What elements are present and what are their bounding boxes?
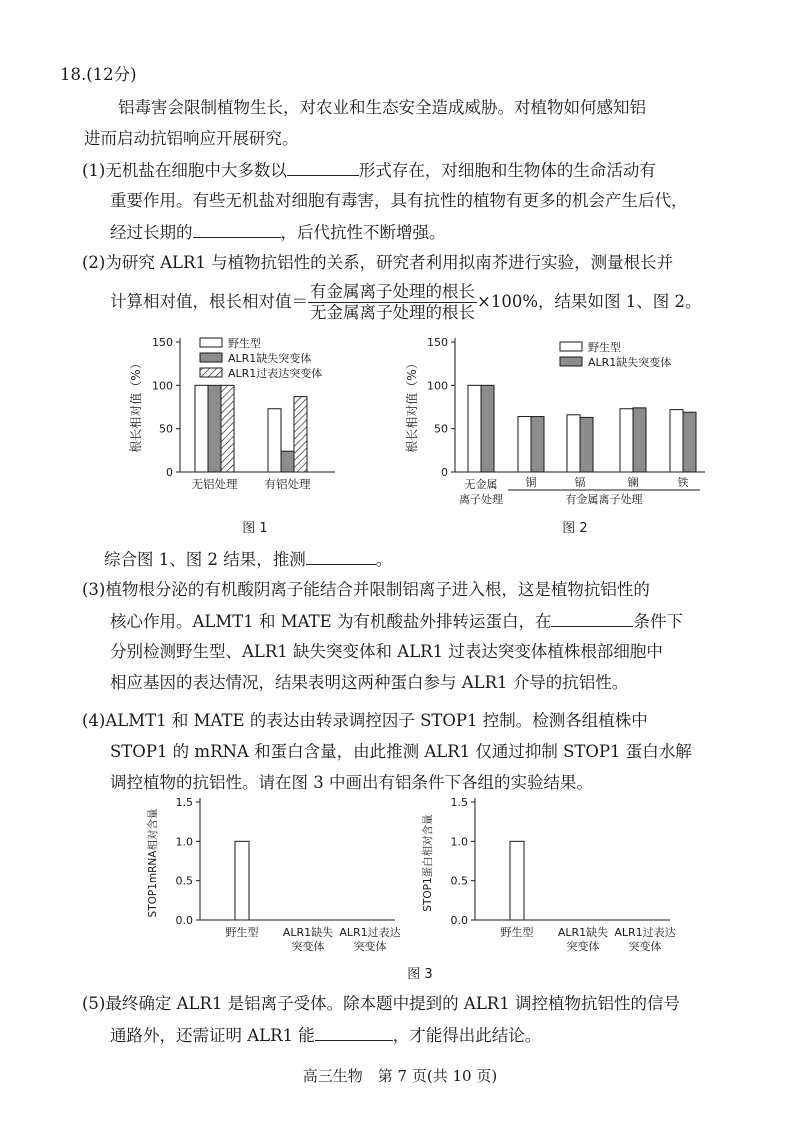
q3-line-1: (3)植物根分泌的有机酸阴离子能结合并限制铝离子进入根，这是植物抗铝性的 bbox=[82, 580, 650, 599]
fig1-legend-swatch bbox=[200, 368, 222, 377]
figure-3 bbox=[0, 795, 800, 985]
fig2-category-label: 铁 bbox=[677, 476, 689, 489]
fig1-bar-white bbox=[268, 409, 281, 472]
fig2-bar-gray bbox=[481, 385, 494, 472]
fig2-category-label: 离子处理 bbox=[459, 493, 503, 506]
fig2-legend-swatch bbox=[560, 357, 582, 366]
fig2-bar-white bbox=[567, 415, 580, 472]
fig1-bar-gray bbox=[281, 451, 294, 472]
fig2-category-label: 镉 bbox=[574, 476, 586, 489]
fig1-bar-hatch bbox=[294, 397, 307, 472]
q4-line-1: (4)ALMT1 和 MATE 的表达由转录调控因子 STOP1 控制。检测各组植株中 bbox=[82, 711, 648, 730]
q1-text-b: 形式存在，对细胞和生物体的生命活动有 bbox=[358, 161, 656, 180]
q4-line-3: 调控植物的抗铝性。请在图 3 中画出有铝条件下各组的实验结果。 bbox=[110, 773, 593, 792]
fig2-category-label: 镧 bbox=[627, 476, 639, 489]
q1-text-a: (1)无机盐在细胞中大多数以 bbox=[82, 161, 287, 180]
intro-line-1: 铝毒害会限制植物生长，对农业和生态安全造成威胁。对植物如何感知铝 bbox=[118, 98, 646, 117]
fig3a-category-label: 突变体 bbox=[353, 940, 387, 953]
figures-1-2 bbox=[0, 330, 800, 545]
fig1-legend-label: ALR1过表达突变体 bbox=[228, 367, 323, 380]
q1-line-3 bbox=[110, 221, 446, 244]
fig3-title: 图 3 bbox=[407, 967, 433, 982]
root-length-formula bbox=[308, 282, 477, 323]
fig2-bar-white bbox=[518, 417, 531, 472]
q1-text-d: ，后代抗性不断增强。 bbox=[280, 223, 446, 242]
q1-blank-2[interactable] bbox=[193, 221, 281, 238]
fig1-title: 图 1 bbox=[242, 521, 268, 536]
fig1-y-tick-label: 100 bbox=[152, 379, 173, 393]
q1-line-1 bbox=[82, 159, 656, 182]
q2-text-b: ×100%，结果如图 1、图 2。 bbox=[477, 292, 702, 311]
fig1-category-label: 有铝处理 bbox=[264, 477, 311, 491]
q5-text-b: ，才能得出此结论。 bbox=[392, 1026, 542, 1045]
fig3a-y-tick-label: 0.0 bbox=[175, 914, 193, 927]
fig3b-category-label: 野生型 bbox=[500, 926, 534, 939]
q2-conclusion-line bbox=[104, 548, 392, 571]
fig1-bar-gray bbox=[208, 385, 221, 472]
q2-conclude-text: 综合图 1、图 2 结果，推测 bbox=[104, 550, 306, 569]
question-points: (12分) bbox=[86, 65, 137, 84]
fig2-legend-swatch bbox=[560, 342, 582, 351]
fig2-y-tick-label: 100 bbox=[427, 379, 448, 393]
fig2-category-label: 铜 bbox=[525, 476, 537, 489]
fig2-bar-gray bbox=[531, 417, 544, 472]
fig3b-y-tick-label: 0.0 bbox=[450, 914, 468, 927]
fig2-y-tick-label: 0 bbox=[441, 466, 448, 479]
formula-numerator: 有金属离子处理的根长 bbox=[310, 282, 475, 301]
fig3b-category-label: ALR1缺失 bbox=[557, 926, 609, 939]
fig3a-category-label: ALR1过表达 bbox=[339, 926, 401, 939]
fig2-bar-white bbox=[670, 410, 683, 472]
q3-line-4: 相应基因的表达情况，结果表明这两种蛋白参与 ALR1 介导的抗铝性。 bbox=[110, 673, 629, 692]
fig3b-y-tick-label: 1.0 bbox=[450, 835, 468, 849]
fig3a-y-tick-label: 1.0 bbox=[175, 835, 193, 849]
fig2-group-label: 有金属离子处理 bbox=[565, 493, 643, 506]
q1-blank-1[interactable] bbox=[287, 159, 359, 176]
q5-text-a: 通路外，还需证明 ALR1 能 bbox=[110, 1026, 315, 1045]
fig3b-category-label: ALR1过表达 bbox=[614, 926, 676, 939]
q2-line-1: (2)为研究 ALR1 与植物抗铝性的关系，研究者利用拟南芥进行实验，测量根长并 bbox=[82, 253, 674, 272]
fig3a-y-tick-label: 1.5 bbox=[175, 796, 193, 809]
question-header bbox=[60, 64, 137, 86]
fig1-legend-label: 野生型 bbox=[228, 337, 261, 350]
fig3b-category-label: 突变体 bbox=[566, 940, 600, 953]
intro-line-2: 进而启动抗铝响应开展研究。 bbox=[84, 129, 299, 148]
fig3a-category-label: ALR1缺失 bbox=[282, 926, 334, 939]
fig2-legend-label: ALR1缺失突变体 bbox=[588, 356, 672, 369]
fig3b-y-tick-label: 0.5 bbox=[450, 874, 468, 888]
q1-line-2: 重要作用。有些无机盐对细胞有毒害，具有抗性的植物有更多的机会产生后代， bbox=[110, 191, 688, 210]
q5-blank[interactable] bbox=[315, 1024, 393, 1041]
fig1-y-tick-label: 150 bbox=[152, 336, 173, 349]
fig1-bar-hatch bbox=[221, 385, 234, 472]
fig3a-category-label: 野生型 bbox=[225, 926, 259, 939]
fig2-bar-white bbox=[620, 409, 633, 472]
fig3a-bar-wildtype bbox=[235, 841, 249, 920]
fig1-y-tick-label: 50 bbox=[159, 422, 173, 436]
fig2-title: 图 2 bbox=[562, 521, 588, 536]
fig1-y-tick-label: 0 bbox=[166, 466, 173, 479]
q2-blank[interactable] bbox=[306, 548, 376, 565]
q2-line-2 bbox=[110, 280, 701, 324]
q2-conclude-end: 。 bbox=[375, 550, 393, 569]
fig3b-category-label: 突变体 bbox=[628, 940, 662, 953]
fig3b-bar-wildtype bbox=[510, 841, 524, 920]
formula-denominator: 无金属离子处理的根长 bbox=[310, 303, 475, 322]
fig1-y-label: 根长相对值（%） bbox=[129, 357, 143, 453]
q3-text-a: 核心作用。ALMT1 和 MATE 为有机酸盐外排转运蛋白，在 bbox=[110, 612, 552, 631]
fig3b-y-tick-label: 1.5 bbox=[450, 796, 468, 809]
fig2-y-tick-label: 150 bbox=[427, 336, 448, 349]
fig2-bar-gray bbox=[633, 408, 646, 472]
question-number: 18. bbox=[60, 65, 87, 84]
q3-line-2 bbox=[110, 610, 683, 633]
q4-line-2: STOP1 的 mRNA 和蛋白含量，由此推测 ALR1 仅通过抑制 STOP1 蛋白水解 bbox=[110, 742, 692, 761]
fig2-legend-label: 野生型 bbox=[588, 341, 621, 354]
fig1-legend-swatch bbox=[200, 353, 222, 362]
q5-line-1: (5)最终确定 ALR1 是铝离子受体。除本题中提到的 ALR1 调控植物抗铝性的信号 bbox=[82, 994, 680, 1013]
q2-text-a: 计算相对值，根长相对值＝ bbox=[110, 292, 308, 311]
fig1-category-label: 无铝处理 bbox=[191, 477, 238, 491]
fig2-bar-white bbox=[468, 385, 481, 472]
fig3a-category-label: 突变体 bbox=[291, 940, 325, 953]
fig1-legend-label: ALR1缺失突变体 bbox=[228, 352, 312, 365]
fig1-bar-white bbox=[195, 385, 208, 472]
fig3b-y-label: STOP1蛋白相对含量 bbox=[422, 814, 434, 912]
q5-line-2 bbox=[110, 1024, 541, 1047]
fig2-bar-gray bbox=[683, 412, 696, 472]
fig2-y-label: 根长相对值（%） bbox=[405, 357, 419, 453]
fig3a-y-label: STOP1mRNA相对含量 bbox=[147, 808, 159, 918]
q1-text-c: 经过长期的 bbox=[110, 223, 193, 242]
fig2-bar-gray bbox=[580, 417, 593, 472]
q3-line-3: 分别检测野生型、ALR1 缺失突变体和 ALR1 过表达突变体植株根部细胞中 bbox=[110, 642, 663, 661]
q3-text-b: 条件下 bbox=[633, 612, 683, 631]
fig3a-y-tick-label: 0.5 bbox=[175, 874, 193, 888]
page-footer: 高三生物 第 7 页(共 10 页) bbox=[302, 1067, 498, 1085]
fig1-legend-swatch bbox=[200, 338, 222, 347]
fig2-category-label: 无金属 bbox=[464, 478, 498, 491]
q3-blank[interactable] bbox=[551, 610, 633, 627]
fig2-y-tick-label: 50 bbox=[434, 422, 448, 436]
